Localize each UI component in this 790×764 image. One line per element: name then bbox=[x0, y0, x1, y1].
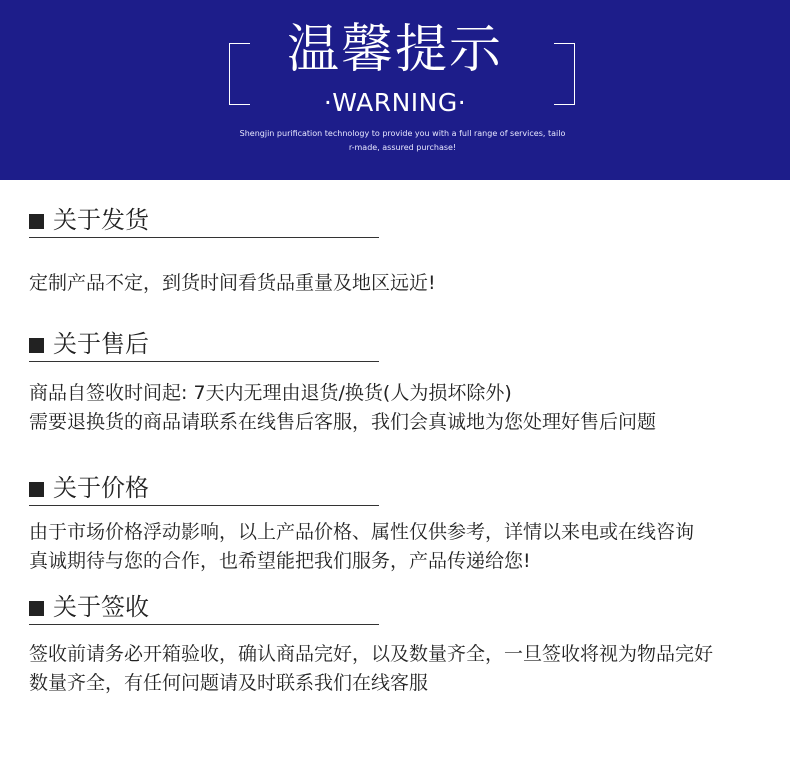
section-heading-text: 关于签收 bbox=[53, 593, 149, 621]
section-heading-text: 关于发货 bbox=[53, 206, 149, 234]
warning-banner bbox=[0, 0, 790, 180]
square-bullet-icon bbox=[29, 338, 44, 353]
tagline-line-2: r-made, assured purchase! bbox=[348, 143, 457, 152]
square-bullet-icon bbox=[29, 214, 44, 229]
body-line: 签收前请务必开箱验收，确认商品完好，以及数量齐全，一旦签收将视为物品完好 bbox=[29, 643, 714, 665]
square-bullet-icon bbox=[29, 601, 44, 616]
body-line: 由于市场价格浮动影响，以上产品价格、属性仅供参考，详情以来电或在线咨询 bbox=[29, 521, 695, 543]
banner-tagline bbox=[220, 127, 585, 155]
body-line: 数量齐全，有任何问题请及时联系我们在线客服 bbox=[29, 672, 429, 694]
section-heading-after-sales bbox=[29, 327, 379, 362]
body-line: 定制产品不定，到货时间看货品重量及地区远近! bbox=[29, 272, 436, 294]
section-body-shipping bbox=[29, 269, 779, 298]
body-line: 需要退换货的商品请联系在线售后客服，我们会真诚地为您处理好售后问题 bbox=[29, 411, 657, 433]
section-heading-text: 关于售后 bbox=[53, 330, 149, 358]
body-line: 商品自签收时间起: 7天内无理由退货/换货(人为损坏除外) bbox=[29, 382, 512, 404]
section-heading-price bbox=[29, 471, 379, 506]
square-bullet-icon bbox=[29, 482, 44, 497]
section-heading-text: 关于价格 bbox=[53, 474, 149, 502]
tagline-line-1: Shengjin purification technology to provide you with a full range of services, tailo bbox=[239, 129, 566, 138]
section-heading-shipping bbox=[29, 203, 379, 238]
section-body-delivery-receipt bbox=[29, 640, 779, 698]
banner-title: 温馨提示 bbox=[286, 20, 503, 80]
section-body-after-sales bbox=[29, 379, 779, 437]
section-body-price bbox=[29, 518, 779, 576]
banner-subtitle: ·WARNING· bbox=[323, 88, 467, 117]
body-line: 真诚期待与您的合作，也希望能把我们服务，产品传递给您! bbox=[29, 550, 531, 572]
section-heading-delivery-receipt bbox=[29, 590, 379, 625]
